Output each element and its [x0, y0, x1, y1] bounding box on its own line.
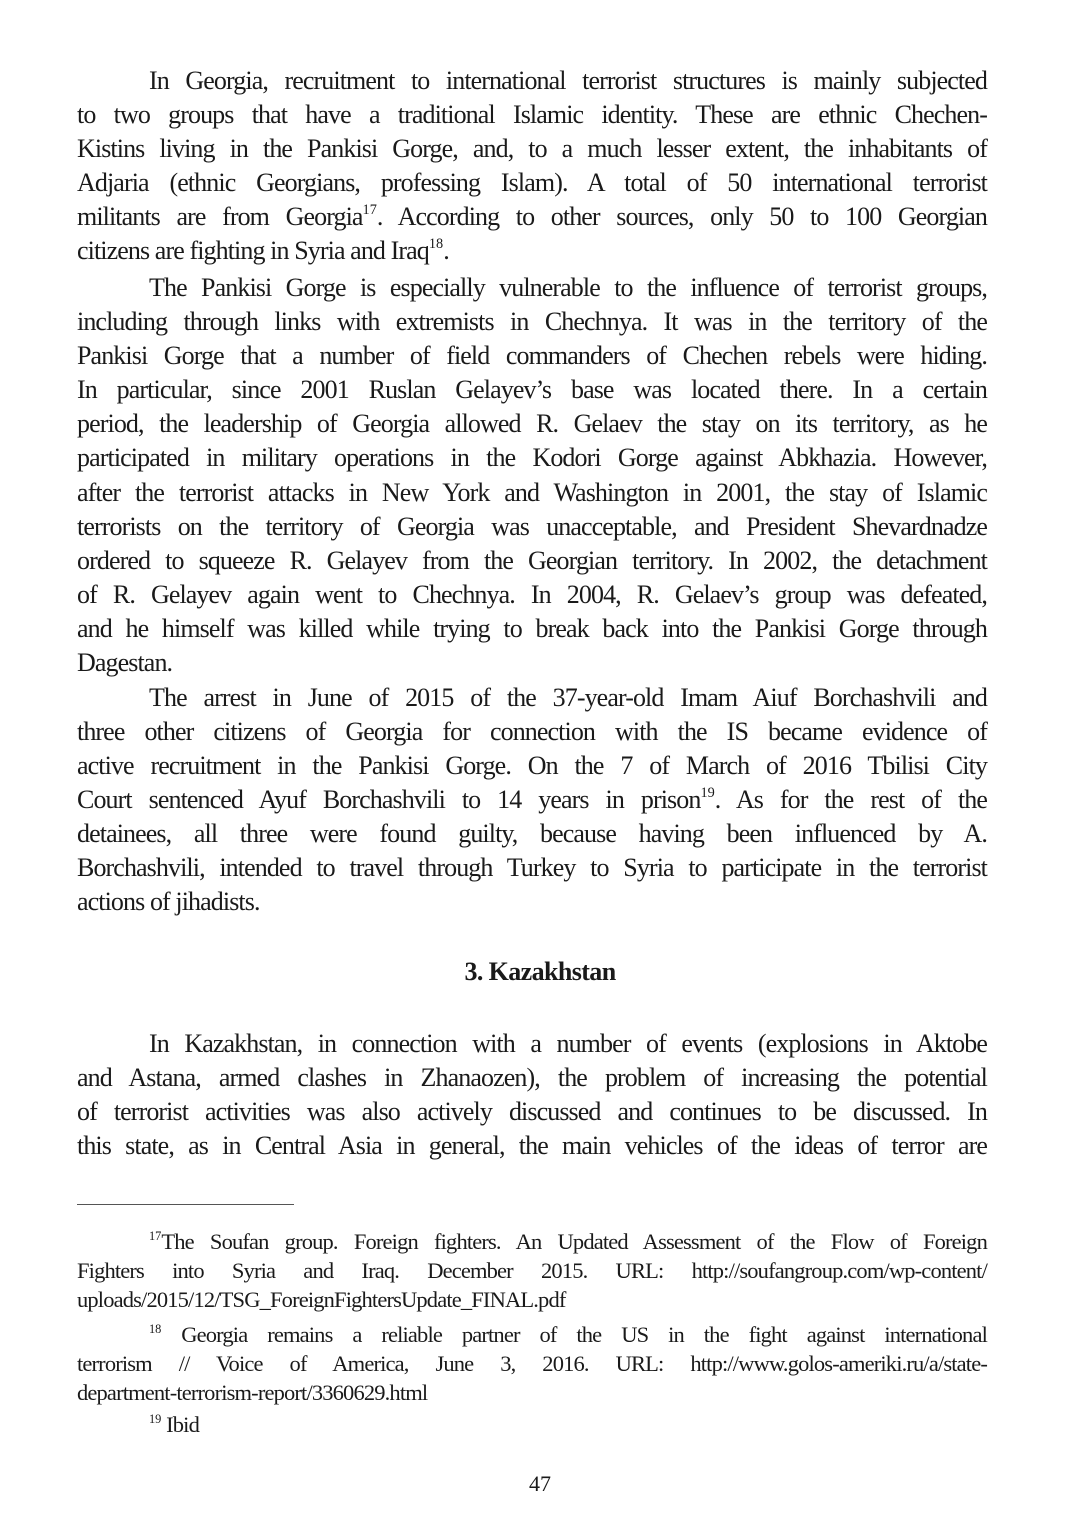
footnote-ref-19[interactable]: 19: [700, 785, 715, 802]
text-span: The Soufan group. Foreign fighters. An Updated Assessment of the Flow of Foreign: [161, 1229, 987, 1254]
text-span: Ibid: [161, 1412, 199, 1437]
text-span: .: [443, 236, 449, 265]
footnote-number: 19: [149, 1411, 162, 1426]
text-span: . As for the rest of the: [714, 785, 988, 814]
text-line: to two groups that have a traditional Islamic identity. These are ethnic Chechen-: [77, 100, 987, 129]
text-span: Georgia remains a reliable partner of the US in the fight against international: [161, 1322, 987, 1347]
footnote-line: [149, 1228, 987, 1256]
text-line: The arrest in June of 2015 of the 37-year-old Imam Aiuf Borchashvili and: [149, 683, 987, 712]
text-line: Adjaria (ethnic Georgians, professing Islam). A total of 50 international terrorist: [77, 168, 987, 197]
footnote-separator: [77, 1204, 294, 1205]
footnote-line: [149, 1411, 987, 1439]
text-line: terrorists on the territory of Georgia was unacceptable, and President Shevardnadze: [77, 512, 987, 541]
text-line: ordered to squeeze R. Gelayev from the Georgian territory. In 2002, the detachment: [77, 546, 987, 575]
text-line: and he himself was killed while trying to break back into the Pankisi Gorge through: [77, 614, 987, 643]
text-line: after the terrorist attacks in New York and Washington in 2001, the stay of Islamic: [77, 478, 987, 507]
text-span: Court sentenced Ayuf Borchashvili to 14 years in prison: [77, 785, 701, 814]
text-line: Pankisi Gorge that a number of field commanders of Chechen rebels were hiding.: [77, 341, 987, 370]
footnote-line: terrorism // Voice of America, June 3, 2016. URL: http://www.golos-ameriki.ru/a/state-: [77, 1351, 987, 1376]
text-line: [77, 234, 987, 268]
text-line: actions of jihadists.: [77, 887, 260, 916]
text-span: . According to other sources, only 50 to 100 Georgian: [376, 202, 987, 231]
text-line: of terrorist activities was also actively discussed and continues to be discussed. In: [77, 1097, 987, 1126]
text-line: [77, 783, 987, 817]
page-number: 47: [529, 1471, 551, 1496]
text-line: including through links with extremists in Chechnya. It was in the territory of the: [77, 307, 987, 336]
text-line: [77, 200, 987, 234]
footnote-ref-18[interactable]: 18: [428, 236, 444, 253]
footnote-number: 17: [149, 1228, 162, 1243]
text-line: Dagestan.: [77, 648, 173, 677]
text-line: period, the leadership of Georgia allowed R. Gelaev the stay on its territory, as he: [77, 409, 987, 438]
text-span: militants are from Georgia: [77, 202, 363, 231]
footnote-line: [149, 1321, 987, 1349]
text-line: detainees, all three were found guilty, because having been influenced by A.: [77, 819, 987, 848]
text-line: of R. Gelayev again went to Chechnya. In 2004, R. Gelaev’s group was defeated,: [77, 580, 987, 609]
footnote-line: uploads/2015/12/TSG_ForeignFightersUpdate_FINAL.pdf: [77, 1287, 566, 1312]
footnote-line: department-terrorism-report/3360629.html: [77, 1380, 428, 1405]
footnote-line: Fighters into Syria and Iraq. December 2015. URL: http://soufangroup.com/wp-content/: [77, 1258, 987, 1283]
text-line: In particular, since 2001 Ruslan Gelayev’s base was located there. In a certain: [77, 375, 987, 404]
section-heading: 3. Kazakhstan: [464, 957, 616, 986]
text-line: Borchashvili, intended to travel through Turkey to Syria to participate in the terrorist: [77, 853, 987, 882]
text-line: three other citizens of Georgia for connection with the IS became evidence of: [77, 717, 987, 746]
text-line: In Kazakhstan, in connection with a number of events (explosions in Aktobe: [149, 1029, 987, 1058]
text-line: active recruitment in the Pankisi Gorge. On the 7 of March of 2016 Tbilisi City: [77, 751, 987, 780]
text-span: citizens are fighting in Syria and Iraq: [77, 236, 429, 265]
text-line: Kistins living in the Pankisi Gorge, and, to a much lesser extent, the inhabitants of: [77, 134, 987, 163]
text-line: this state, as in Central Asia in general, the main vehicles of the ideas of terror are: [77, 1131, 987, 1160]
text-line: participated in military operations in the Kodori Gorge against Abkhazia. However,: [77, 443, 987, 472]
footnote-ref-17[interactable]: 17: [362, 202, 377, 219]
text-line: In Georgia, recruitment to international terrorist structures is mainly subjected: [149, 66, 987, 95]
text-line: and Astana, armed clashes in Zhanaozen), the problem of increasing the potential: [77, 1063, 987, 1092]
text-line: The Pankisi Gorge is especially vulnerable to the influence of terrorist groups,: [149, 273, 987, 302]
footnote-number: 18: [149, 1321, 162, 1336]
